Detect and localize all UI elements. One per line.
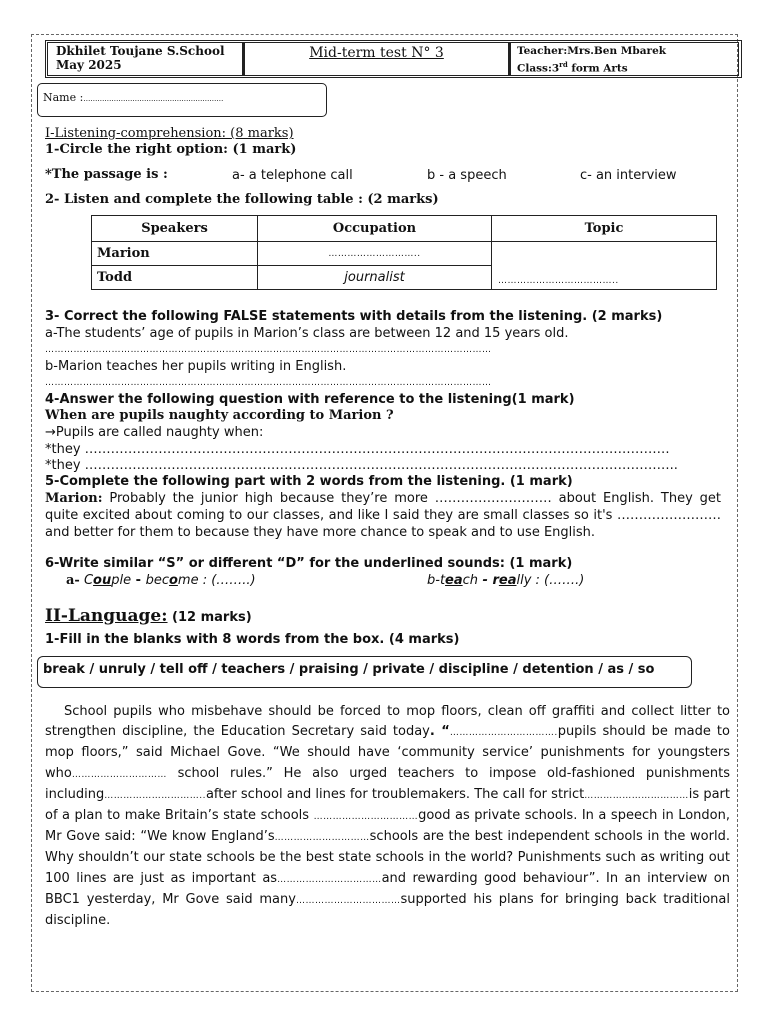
header-topic: Topic — [492, 216, 717, 242]
blank-6[interactable]: ………………………… — [274, 833, 370, 844]
q3-statement-a: a-The students’ age of pupils in Marion’s class are between 12 and 15 years old. — [45, 326, 569, 341]
q1-stem: *The passage is : — [45, 167, 168, 182]
word-box: break / unruly / tell off / teachers / praising / private / discipline / detention / as / so — [37, 656, 692, 688]
school-name: Dkhilet Toujane S.School — [56, 44, 225, 58]
header-speakers: Speakers — [92, 216, 258, 242]
blank-3[interactable]: ………………………….. — [104, 790, 206, 801]
header-title-cell — [245, 43, 511, 75]
q6-item-b: b-teach - really : (…….) — [427, 573, 585, 588]
q3-answer-b[interactable]: …………………………………………………………………………………………………………………………… — [45, 378, 492, 388]
name-dots: …………………………………………………… — [83, 95, 224, 103]
name-label: Name : — [43, 91, 84, 104]
q4-question: When are pupils naughty according to Marion ? — [45, 408, 394, 423]
blank-2[interactable]: ………………………… — [71, 769, 167, 780]
q4-answer-1[interactable]: *they ……………………………………………………………………………………………………………………… — [45, 442, 670, 457]
q4-title: 4-Answer the following question with reference to the listening(1 mark) — [45, 392, 575, 407]
blank-5[interactable]: …………………………… — [313, 812, 419, 823]
q3-answer-a[interactable]: …………………………………………………………………………………………………………………………… — [45, 345, 492, 355]
q1-title: 1-Circle the right option: (1 mark) — [45, 142, 297, 157]
header-occupation: Occupation — [258, 216, 492, 242]
name-field[interactable] — [37, 83, 327, 117]
test-title: Mid-term test N° 3 — [309, 45, 444, 61]
section2-title: II-Language: — [45, 606, 168, 626]
q5-text: Probably the junior high because they’re more ……………………… about English. They get quite excited about coming to our classes, and like I said they are small classes so it's …………………… and better for them to because they have more chance to speak and to use English. — [45, 491, 721, 540]
q3-statement-b: b-Marion teaches her pupils writing in English. — [45, 359, 347, 374]
q1-option-a[interactable]: a- a telephone call — [232, 168, 353, 183]
q-fill-title: 1-Fill in the blanks with 8 words from the box. (4 marks) — [45, 632, 460, 647]
q5-paragraph — [45, 490, 721, 541]
section2-marks: (12 marks) — [167, 610, 252, 625]
q1-option-b[interactable]: b - a speech — [427, 168, 507, 183]
class-name: Class:3rd form Arts — [517, 60, 628, 75]
test-date: May 2025 — [56, 58, 122, 72]
topic-blank[interactable]: ……………………………….. — [492, 242, 717, 290]
section2-heading — [45, 606, 252, 626]
header-box — [45, 40, 742, 78]
blank-7[interactable]: …………………………… — [277, 874, 382, 885]
blank-8[interactable]: …………………………… — [295, 895, 401, 906]
q6-item-a: a- Couple - become : (……..) — [66, 573, 256, 588]
q4-answer-2[interactable]: *they ……………………………………………………………………………………………………………………….. — [45, 458, 678, 473]
occupation-marion-blank[interactable]: ……………………….. — [258, 242, 492, 266]
header-school-cell — [48, 43, 245, 75]
q6-title: 6-Write similar “S” or different “D” for the underlined sounds: (1 mark) — [45, 556, 573, 571]
section1-title: I-Listening-comprehension: (8 marks) — [45, 126, 294, 141]
teacher-name: Teacher:Mrs.Ben Mbarek — [517, 45, 667, 57]
q1-option-c[interactable]: c- an interview — [580, 168, 677, 183]
table-row — [92, 242, 717, 266]
speaker-todd: Todd — [92, 266, 258, 290]
header-teacher-cell — [511, 43, 738, 75]
occupation-todd: journalist — [258, 266, 492, 290]
q4-lead: →Pupils are called naughty when: — [45, 425, 264, 440]
q2-title: 2- Listen and complete the following table : (2 marks) — [45, 192, 439, 207]
q5-speaker: Marion: — [45, 491, 103, 506]
speakers-table — [91, 215, 717, 290]
blank-1[interactable]: ……………………………. — [449, 728, 558, 739]
q3-title: 3- Correct the following FALSE statements with details from the listening. (2 marks) — [45, 309, 663, 324]
fill-passage: School pupils who misbehave should be forced to mop floors, clean off graffiti and collect litter to strengthen discipline, the Education Secretary said today. “…………………………….pupils should be made to mop floors,” said Michael Gove. “We should have ‘community service’ punishments for youngsters who………………………… school rules.” He also urged teachers to impose old-fashioned punishments including…………………………..after school and lines for troublemakers. The call for strict……………………………is part of a plan to make Britain’s state schools ……………………………good as private schools. In a speech in London, Mr Gove said: “We know England’s…………………………schools are the best independent schools in the world. Why shouldn’t our state schools be the best state schools in the world? Punishments such as writing out 100 lines are just as important as……………………………and rewarding good behaviour”. In an interview on BBC1 yesterday, Mr Gove said many……………………………supported his plans for bringing back traditional discipline. — [45, 704, 731, 929]
blank-4[interactable]: …………………………… — [584, 790, 689, 801]
speaker-marion: Marion — [92, 242, 258, 266]
q5-title: 5-Complete the following part with 2 words from the listening. (1 mark) — [45, 474, 573, 489]
table-header-row — [92, 216, 717, 242]
